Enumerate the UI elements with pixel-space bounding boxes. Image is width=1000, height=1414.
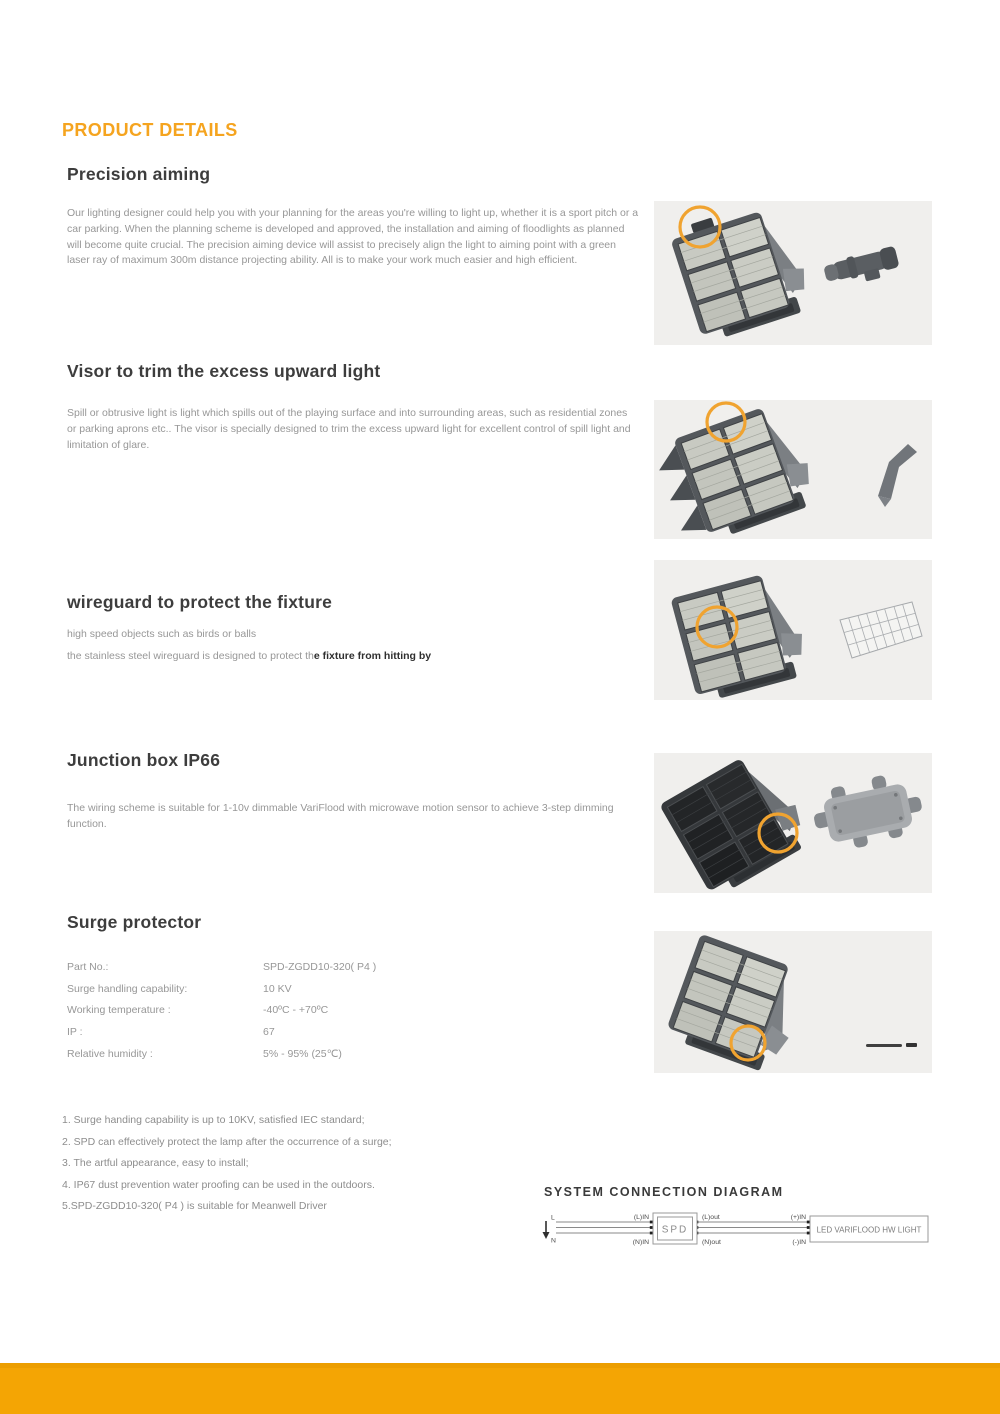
- spec-row: [67, 956, 376, 978]
- surge-spec-table: [67, 956, 376, 1065]
- led-light-box: [810, 1216, 928, 1242]
- floodlight-visor-illustration: [654, 400, 932, 539]
- spd-box-label: SPD: [661, 1224, 689, 1236]
- floodlight-junction-box-illustration: [654, 753, 932, 893]
- surge-protector-image: [654, 931, 932, 1073]
- precision-aiming-description: Our lighting designer could help you with your planning for the areas you're willing to light up, whether it is a sport pitch or a car parking. When the planning scheme is developed and approved, the installation and aiming of floodlights as planned will become quite crucial. The precision aiming device will assist to precisely align the light to aiming point with a green laser ray of maximum 300m distance projecting ability. All is to make your work much easier and high efficient.: [67, 207, 639, 267]
- floodlight-laser-illustration: [654, 201, 932, 345]
- junction-box-image: [654, 753, 932, 893]
- floodlight-illustration: [668, 201, 817, 344]
- notes-list: [62, 1110, 392, 1218]
- spec-label: Part No.:: [67, 960, 109, 973]
- label-plus-in: (+)IN: [790, 1214, 806, 1221]
- system-connection-diagram: [538, 1205, 938, 1255]
- floodlight-illustration: [664, 934, 812, 1073]
- section-heading-wireguard: wireguard to protect the fixture: [67, 592, 333, 612]
- note-line: 5.SPD-ZGDD10-320( P4 ) is suitable for Meanwell Driver: [62, 1200, 327, 1213]
- note-line: 1. Surge handing capability is up to 10KV, satisfied IEC standard;: [62, 1114, 365, 1126]
- spec-row: [67, 1043, 376, 1065]
- spec-row: [67, 1021, 376, 1043]
- floodlight-illustration: [670, 568, 812, 700]
- wireguard-part-illustration: [840, 602, 922, 658]
- spec-value: 5% - 95% (25℃): [263, 1048, 342, 1061]
- visor-description: Spill or obtrusive light is light which spills out of the playing surface and into surrounding areas, such as residential zones or parking aprons etc.. The visor is specially designed to trim the excess upward light for excellent control of spill light and limitation of glare.: [67, 407, 631, 451]
- spec-label: Surge handling capability:: [67, 982, 188, 995]
- wireguard-line-2-dark: e fixture from hitting by: [313, 650, 432, 662]
- junction-box-part-illustration: [808, 769, 927, 856]
- label-neutral: N: [551, 1237, 556, 1245]
- spd-box: [653, 1213, 697, 1244]
- footer-bar: [0, 1363, 1000, 1414]
- floodlight-illustration: [654, 400, 822, 539]
- label-live: L: [551, 1214, 555, 1222]
- label-n-out: (N)out: [702, 1239, 721, 1246]
- led-box-label: LED VARIFLOOD HW LIGHT: [816, 1225, 922, 1235]
- page-title: PRODUCT DETAILS: [62, 120, 238, 140]
- spec-value: SPD-ZGDD10-320( P4 ): [263, 960, 377, 973]
- spec-label: Working temperature :: [67, 1004, 171, 1017]
- floodlight-spd-illustration: [654, 931, 932, 1073]
- visor-image: [654, 400, 932, 539]
- section-heading-surge-protector: Surge protector: [67, 912, 202, 932]
- wireguard-image: [654, 560, 932, 700]
- label-l-out: (L)out: [702, 1214, 720, 1221]
- spec-row: [67, 1000, 376, 1022]
- note-line: 2. SPD can effectively protect the lamp after the occurrence of a surge;: [62, 1135, 392, 1148]
- spec-value: 67: [263, 1026, 275, 1039]
- spec-label: Relative humidity :: [67, 1048, 153, 1061]
- section-heading-visor: Visor to trim the excess upward light: [67, 361, 381, 381]
- note-line: 3. The artful appearance, easy to install;: [62, 1157, 249, 1170]
- note-line: 4. IP67 dust prevention water proofing can be used in the outdoors.: [62, 1178, 375, 1191]
- laser-device-illustration: [822, 246, 901, 291]
- label-minus-in: (-)IN: [792, 1239, 806, 1246]
- spd-part-illustration: [866, 1043, 917, 1047]
- input-arrow-icon: [543, 1221, 550, 1239]
- spec-row: [67, 978, 376, 1000]
- visor-part-illustration: [878, 444, 917, 507]
- floodlight-wireguard-illustration: [654, 560, 932, 700]
- label-l-in: (L)IN: [633, 1214, 649, 1221]
- label-n-in: (N)IN: [632, 1239, 649, 1246]
- spec-value: 10 KV: [263, 982, 292, 995]
- diagram-title: SYSTEM CONNECTION DIAGRAM: [544, 1185, 784, 1199]
- spec-label: IP :: [67, 1026, 83, 1039]
- precision-aiming-image: [654, 201, 932, 345]
- section-heading-junction-box: Junction box IP66: [67, 750, 221, 770]
- section-heading-precision-aiming: Precision aiming: [67, 164, 211, 184]
- wireguard-line-2: [67, 646, 639, 665]
- spec-value: -40ºC - +70ºC: [263, 1004, 329, 1017]
- junction-box-description: The wiring scheme is suitable for 1-10v dimmable VariFlood with microwave motion sensor to achieve 3-step dimming function.: [67, 802, 614, 830]
- wireguard-line-1: high speed objects such as birds or balls: [67, 628, 257, 640]
- wireguard-line-2-gray: the stainless steel wireguard is designed to protect th: [67, 650, 314, 662]
